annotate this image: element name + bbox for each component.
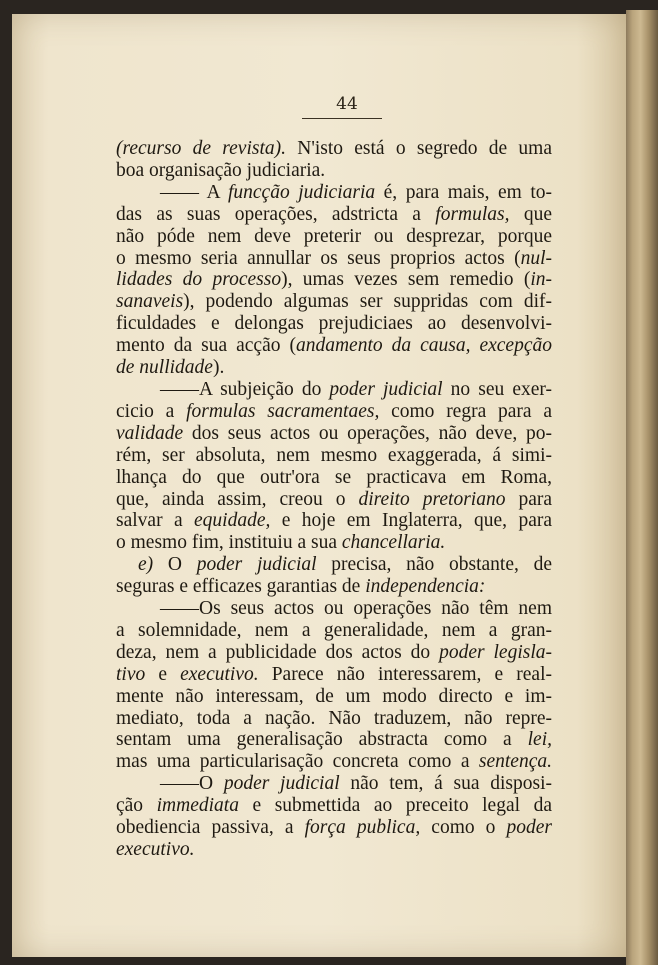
text-segment: como regra para a — [379, 400, 552, 422]
text-line — [116, 379, 552, 401]
italic-text: poder judicial — [329, 378, 443, 400]
text-line — [116, 269, 552, 291]
italic-text: poder judicial — [196, 554, 317, 576]
italic-text: lidades do processo — [116, 269, 282, 291]
text-segment: e submettida ao preceito legal da — [238, 795, 552, 817]
text-segment: precisa, não obstante, de — [316, 554, 552, 576]
italic-text: poder judicial — [223, 773, 340, 795]
text-line — [116, 160, 552, 182]
text-line — [116, 598, 552, 620]
text-segment: dos seus actos ou operações, não deve, po- — [183, 422, 552, 444]
text-line — [116, 620, 552, 642]
italic-text: poder legisla- — [439, 641, 552, 663]
text-segment: que, ainda assim, creou o — [116, 488, 359, 510]
text-line — [116, 839, 552, 861]
text-line — [116, 751, 552, 773]
text-segment: deza, nem a publicidade dos actos do — [116, 641, 440, 663]
italic-text: andamento da causa, excepção — [295, 335, 552, 357]
text-segment: mente não interessam, de um modo directo e im- — [116, 685, 552, 707]
book-page — [12, 14, 626, 957]
italic-text: formulas sacramentaes, — [186, 400, 380, 422]
text-segment: Parece não interessarem, e real- — [258, 663, 552, 685]
text-segment: rém, ser absoluta, nem mesmo exaggerada, á simi- — [116, 444, 552, 466]
text-segment: O — [153, 554, 197, 576]
text-line — [116, 489, 552, 511]
text-segment: sentam uma generalisação abstracta como a — [116, 729, 528, 751]
text-segment: das as suas operações, adstricta a — [116, 203, 436, 225]
text-segment: —— A — [160, 181, 228, 203]
text-segment: ). — [212, 357, 225, 379]
italic-text: chancellaria. — [341, 532, 446, 554]
text-segment: no seu exer- — [442, 378, 553, 400]
text-segment: N'isto está o segredo de uma — [285, 138, 552, 159]
text-segment: a solemnidade, nem a generalidade, nem a gran- — [116, 619, 552, 641]
italic-text: executivo. — [180, 663, 259, 685]
text-line — [116, 138, 552, 160]
italic-text: sentença. — [478, 751, 552, 773]
italic-text: funcção judiciaria — [227, 181, 376, 203]
italic-text: validade — [116, 422, 184, 444]
text-segment: ), umas vezes sem remedio ( — [281, 269, 531, 291]
italic-text: immediata — [156, 795, 239, 817]
italic-text: de nullidade — [116, 357, 213, 379]
text-line — [116, 401, 552, 423]
text-segment: obediencia passiva, a — [116, 817, 305, 839]
text-line — [116, 445, 552, 467]
italic-text: equidade, — [194, 510, 271, 532]
italic-text: força publica, — [304, 817, 421, 839]
text-segment: lhança do que outr'ora se practicava em Roma, — [116, 466, 552, 488]
text-segment: mento da sua acção ( — [116, 335, 296, 357]
text-line — [116, 204, 552, 226]
text-segment: como o — [420, 817, 507, 839]
text-segment: ), podendo algumas ser suppridas com dif- — [183, 291, 552, 313]
text-line — [116, 357, 552, 379]
italic-text: tivo — [116, 663, 146, 685]
text-segment: não póde nem deve preterir ou desprezar, porque — [116, 225, 552, 247]
text-line — [116, 664, 552, 686]
header-rule — [302, 118, 382, 119]
text-segment: salvar a — [116, 510, 194, 532]
italic-text: poder — [506, 817, 553, 839]
text-line — [116, 817, 552, 839]
text-segment: que — [509, 203, 552, 225]
page-number: 44 — [336, 94, 358, 114]
text-line — [116, 248, 552, 270]
text-segment: ——Os seus actos ou operações não têm nem — [160, 598, 552, 620]
text-segment: o mesmo seria annullar os seus proprios actos ( — [116, 247, 521, 269]
text-segment: é, para mais, em to- — [375, 181, 552, 203]
text-line — [116, 226, 552, 248]
text-segment: ——O — [160, 773, 224, 795]
text-line — [116, 291, 552, 313]
text-segment: não tem, á sua disposi- — [339, 773, 552, 795]
text-line — [116, 773, 552, 795]
text-line — [116, 795, 552, 817]
italic-text: (recurso de revista). — [116, 138, 286, 159]
text-line — [116, 182, 552, 204]
text-segment: o mesmo fim, instituiu a sua — [116, 532, 342, 554]
text-segment: cicio a — [116, 400, 187, 422]
text-line — [116, 423, 552, 445]
text-line — [116, 335, 552, 357]
text-segment: mediato, toda a nação. Não traduzem, não repre- — [116, 707, 552, 729]
text-line — [116, 532, 552, 554]
text-segment: boa organisação judiciaria. — [116, 159, 326, 181]
italic-text: lei, — [527, 729, 552, 751]
italic-text: sanaveis — [116, 291, 184, 313]
text-line — [116, 708, 552, 730]
text-line — [116, 467, 552, 489]
text-segment: e — [145, 663, 181, 685]
adjacent-page-edge — [626, 10, 658, 965]
text-line — [116, 576, 552, 598]
body-text — [116, 138, 552, 861]
text-line — [116, 729, 552, 751]
text-line — [116, 686, 552, 708]
text-segment: ——A subjeição do — [160, 378, 330, 400]
text-line — [116, 510, 552, 532]
italic-text: formulas, — [435, 203, 510, 225]
italic-text: in- — [530, 269, 552, 291]
italic-text: executivo. — [116, 839, 195, 860]
text-line — [116, 642, 552, 664]
text-segment: para — [505, 488, 553, 510]
text-line — [116, 313, 552, 335]
text-segment: seguras e efficazes garantias de — [116, 576, 366, 598]
italic-text: e) — [138, 554, 154, 576]
text-segment: ficuldades e delongas prejudiciaes ao desenvolvi- — [116, 313, 552, 335]
text-line — [116, 554, 552, 576]
italic-text: direito pretoriano — [358, 488, 506, 510]
text-segment: mas uma particularisação concreta como a — [116, 751, 479, 773]
italic-text: independencia: — [365, 576, 486, 598]
italic-text: nul- — [520, 247, 552, 269]
text-segment: e hoje em Inglaterra, que, para — [270, 510, 552, 532]
text-segment: ção — [116, 795, 157, 817]
